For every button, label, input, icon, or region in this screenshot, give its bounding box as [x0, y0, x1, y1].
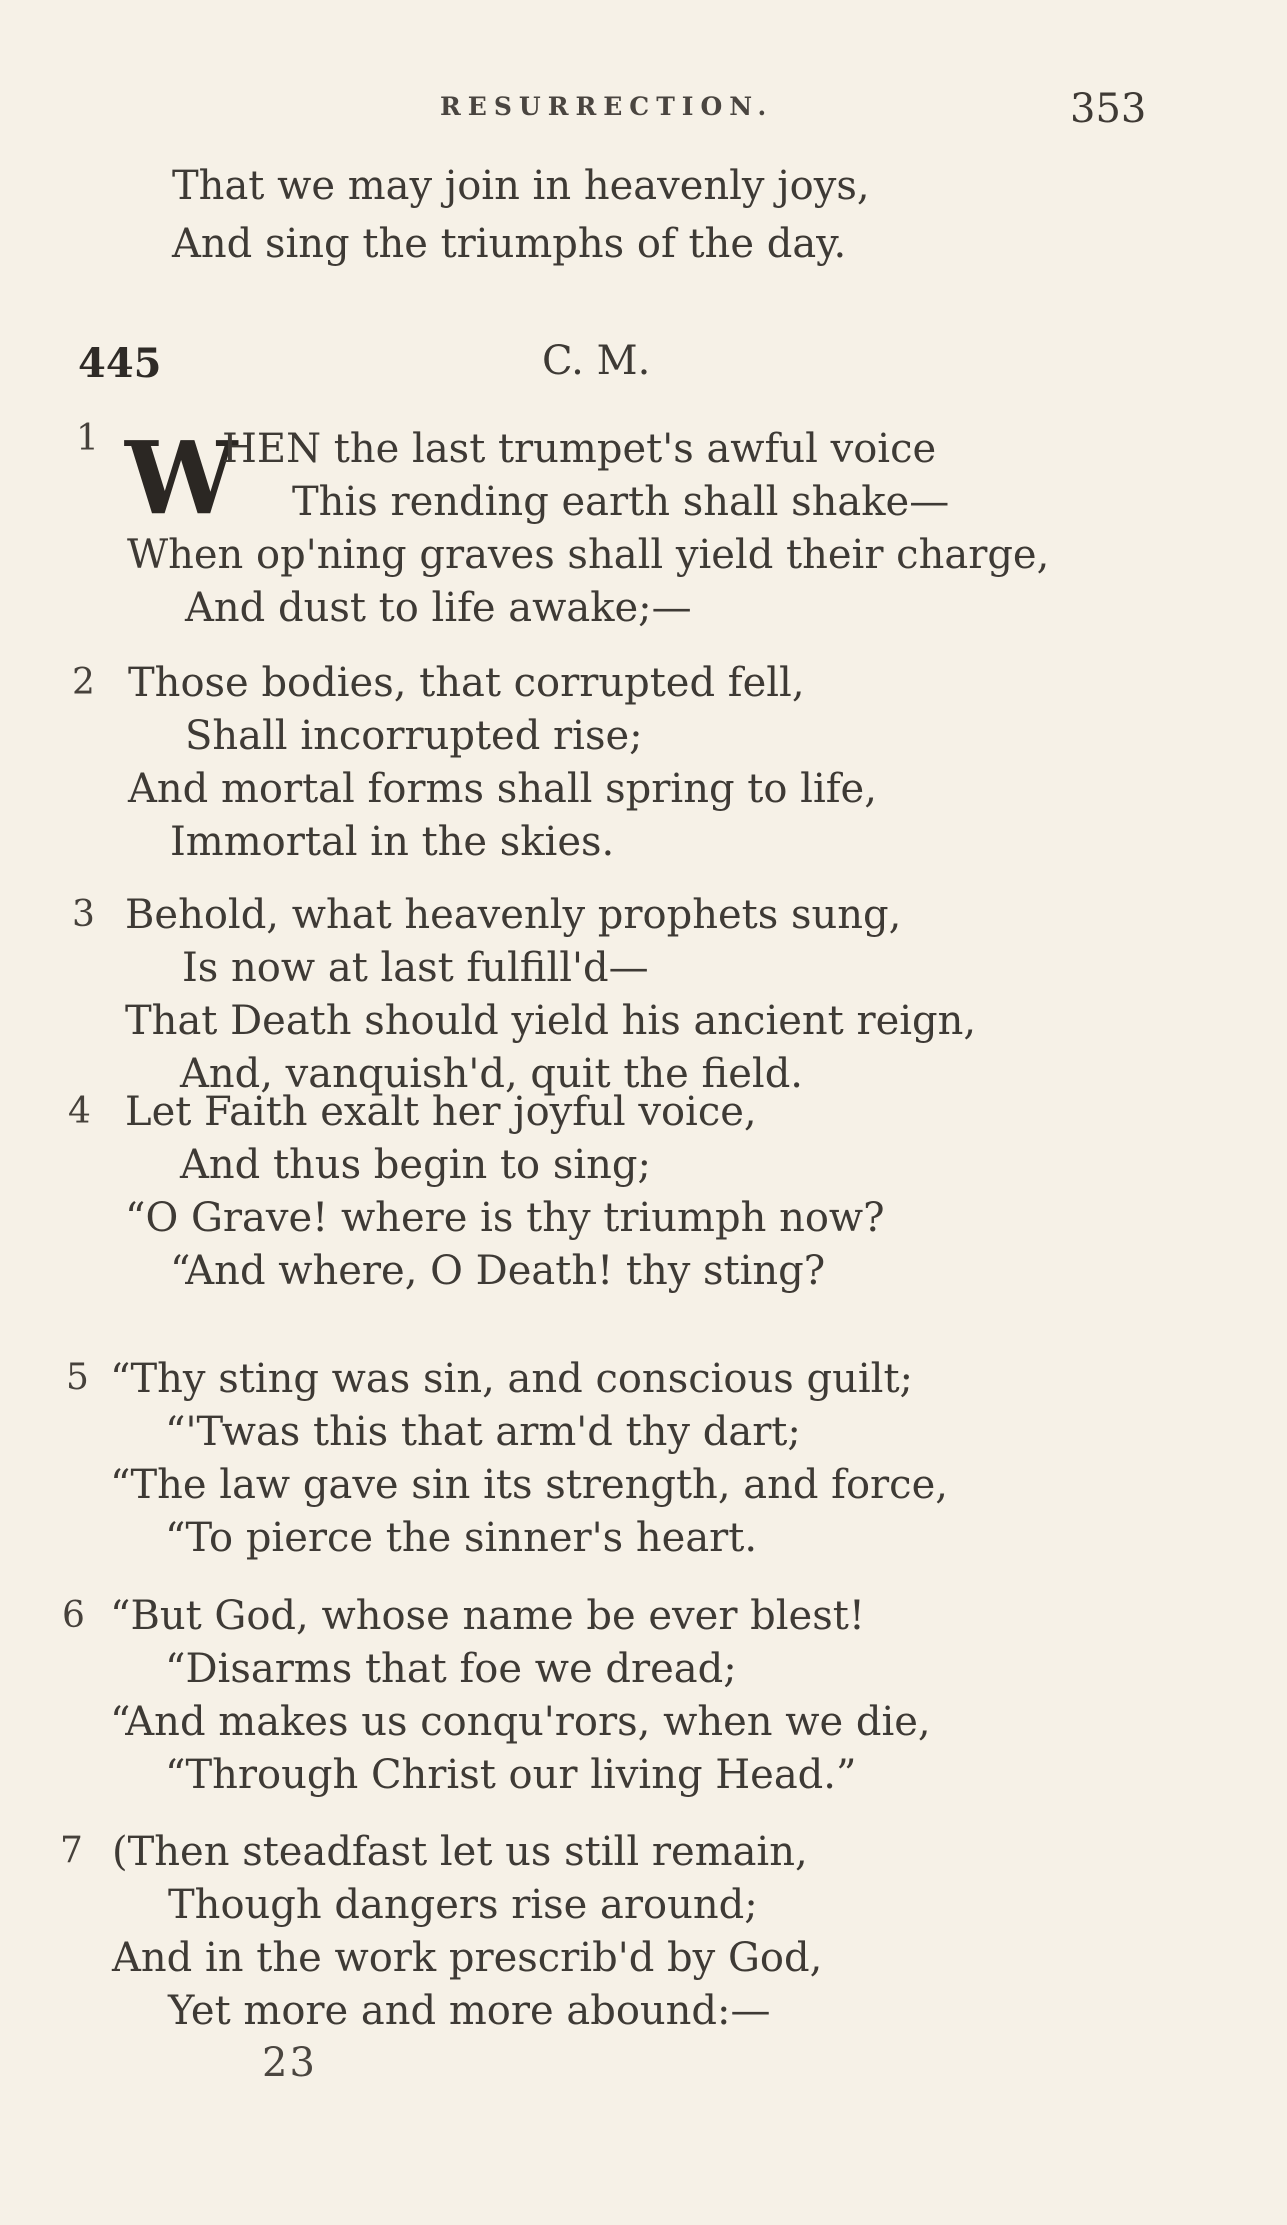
- verse-5-line-1: “Thy sting was sin, and conscious guilt;: [110, 1356, 914, 1402]
- continuation-line-1: That we may join in heavenly joys,: [172, 163, 870, 209]
- verse-3-line-1: Behold, what heavenly prophets sung,: [125, 892, 902, 938]
- verse-2-line-1: Those bodies, that corrupted fell,: [128, 660, 805, 706]
- verse-2-line-4: Immortal in the skies.: [170, 819, 615, 865]
- verse-7-line-1: (Then steadfast let us still remain,: [112, 1829, 808, 1875]
- verse-number-2: 2: [72, 662, 95, 703]
- verse-4-line-1: Let Faith exalt her joyful voice,: [125, 1089, 757, 1135]
- hymn-number: 445: [78, 340, 162, 387]
- hymn-meter: C. M.: [542, 338, 651, 384]
- verse-1-line-4: And dust to life awake;—: [185, 585, 692, 631]
- verse-4-line-4: “And where, O Death! thy sting?: [170, 1248, 826, 1294]
- verse-4-line-2: And thus begin to sing;: [180, 1142, 651, 1188]
- verse-number-3: 3: [72, 894, 95, 935]
- running-title: RESURRECTION.: [440, 92, 774, 121]
- verse-number-7: 7: [60, 1830, 83, 1871]
- verse-7-line-4: Yet more and more abound:—: [168, 1988, 771, 2034]
- continuation-line-2: And sing the triumphs of the day.: [172, 221, 847, 267]
- verse-3-line-4: And, vanquish'd, quit the field.: [180, 1051, 804, 1097]
- verse-number-5: 5: [66, 1357, 89, 1398]
- verse-1-line-2: This rending earth shall shake—: [292, 479, 950, 525]
- verse-5-line-2: “'Twas this that arm'd thy dart;: [165, 1409, 801, 1455]
- verse-number-4: 4: [68, 1091, 91, 1132]
- verse-7-line-3: And in the work prescrib'd by God,: [112, 1935, 823, 1981]
- verse-6-line-1: “But God, whose name be ever blest!: [110, 1593, 865, 1639]
- verse-7-line-2: Though dangers rise around;: [168, 1882, 758, 1928]
- drop-cap-initial: W: [125, 419, 238, 537]
- verse-3-line-3: That Death should yield his ancient reign,: [125, 998, 977, 1044]
- verse-1-line-1: HEN the last trumpet's awful voice: [222, 426, 937, 472]
- verse-5-line-3: “The law gave sin its strength, and force,: [110, 1462, 948, 1508]
- verse-6-line-4: “Through Christ our living Head.”: [165, 1752, 857, 1798]
- verse-1-line-3: When op'ning graves shall yield their charge,: [127, 532, 1050, 578]
- verse-6-line-2: “Disarms that foe we dread;: [165, 1646, 737, 1692]
- verse-number-6: 6: [62, 1595, 85, 1636]
- verse-2-line-3: And mortal forms shall spring to life,: [128, 766, 877, 812]
- verse-2-line-2: Shall incorrupted rise;: [185, 713, 643, 759]
- verse-4-line-3: “O Grave! where is thy triumph now?: [125, 1195, 885, 1241]
- signature-mark: 23: [262, 2040, 317, 2086]
- verse-number-1: 1: [76, 418, 99, 459]
- page-number: 353: [1070, 86, 1147, 132]
- verse-5-line-4: “To pierce the sinner's heart.: [165, 1515, 758, 1561]
- verse-6-line-3: “And makes us conqu'rors, when we die,: [110, 1699, 931, 1745]
- verse-3-line-2: Is now at last fulfill'd—: [182, 945, 649, 991]
